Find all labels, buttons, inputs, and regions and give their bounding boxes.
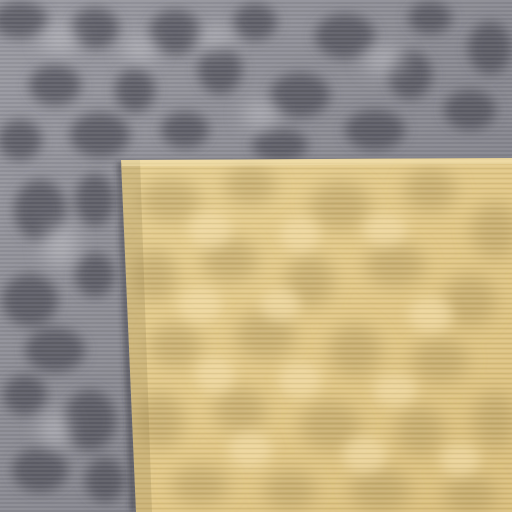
gold-rug [100,150,512,512]
